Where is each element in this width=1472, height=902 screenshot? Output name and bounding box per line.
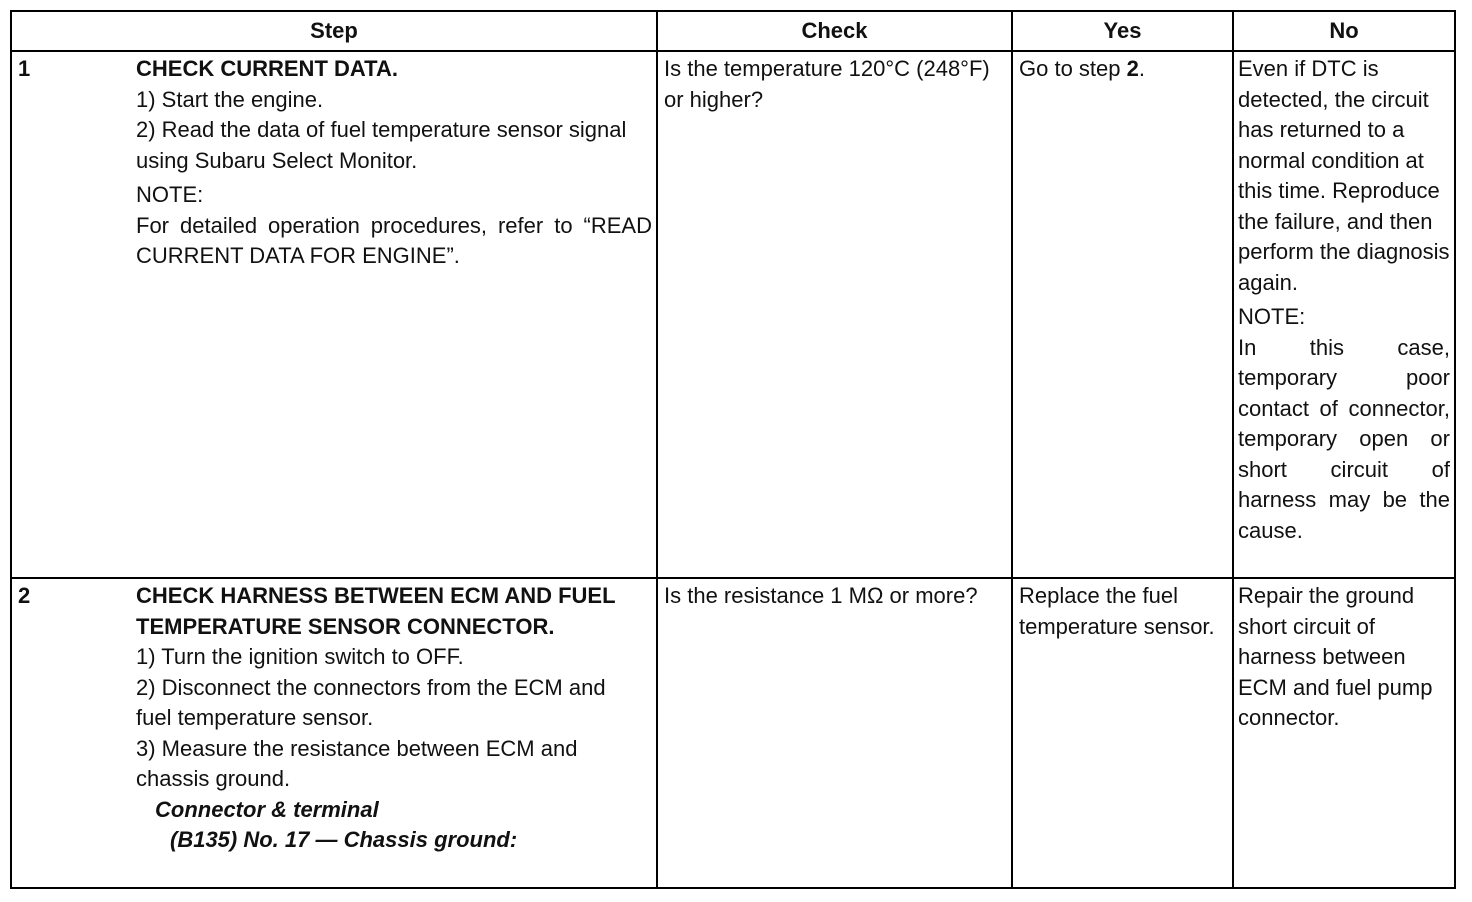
header-no: No <box>1233 11 1455 51</box>
no-text: Even if DTC is detected, the circuit has returned to a normal condition at this time. Reproduce the failure, and then perform the diagnosis again. <box>1238 56 1450 295</box>
no-cell <box>1233 51 1455 578</box>
diagnosis-page <box>10 10 1456 889</box>
note-label: NOTE: <box>136 182 204 207</box>
check-cell: Is the resistance 1 MΩ or more? <box>657 578 1012 888</box>
yes-cell <box>1012 51 1233 578</box>
table-row <box>11 51 1455 578</box>
header-step: Step <box>11 11 657 51</box>
yes-cell: Replace the fuel temperature sensor. <box>1012 578 1233 888</box>
step-cell <box>11 578 657 888</box>
header-yes: Yes <box>1012 11 1233 51</box>
table-row <box>11 578 1455 888</box>
step-title: CHECK CURRENT DATA. <box>136 56 398 81</box>
step-instruction: 2) Disconnect the connectors from the ECM and fuel temperature sensor. <box>136 674 606 730</box>
yes-suffix: . <box>1138 56 1145 81</box>
step-number: 2 <box>18 583 31 608</box>
no-cell: Repair the ground short circuit of harness between ECM and fuel pump connector. <box>1233 578 1455 888</box>
no-note-text: In this case, temporary poor contact of connector, temporary open or short circuit of harness may be the cause. <box>1238 334 1450 543</box>
check-cell: Is the temperature 120°C (248°F) or higher? <box>657 51 1012 578</box>
step-title: CHECK HARNESS BETWEEN ECM AND FUEL TEMPERATURE SENSOR CONNECTOR. <box>136 583 616 639</box>
connector-label: Connector & terminal <box>155 796 379 822</box>
step-instruction: 3) Measure the resistance between ECM and chassis ground. <box>136 735 578 791</box>
connector-value: (B135) No. 17 — Chassis ground: <box>170 827 518 852</box>
header-row <box>11 11 1455 51</box>
step-instruction: 2) Read the data of fuel temperature sensor signal using Subaru Select Monitor. <box>136 117 627 173</box>
step-cell <box>11 51 657 578</box>
diagnosis-table <box>10 10 1456 889</box>
yes-text: Go to step <box>1019 56 1127 81</box>
step-instruction: 1) Start the engine. <box>136 86 324 112</box>
step-number: 1 <box>18 56 31 81</box>
note-text: For detailed operation procedures, refer to “READ CURRENT DATA FOR ENGINE”. <box>136 212 652 268</box>
step-instruction: 1) Turn the ignition switch to OFF. <box>136 644 464 669</box>
yes-step-number: 2 <box>1126 56 1139 81</box>
no-note-label: NOTE: <box>1238 304 1306 329</box>
header-check: Check <box>657 11 1012 51</box>
